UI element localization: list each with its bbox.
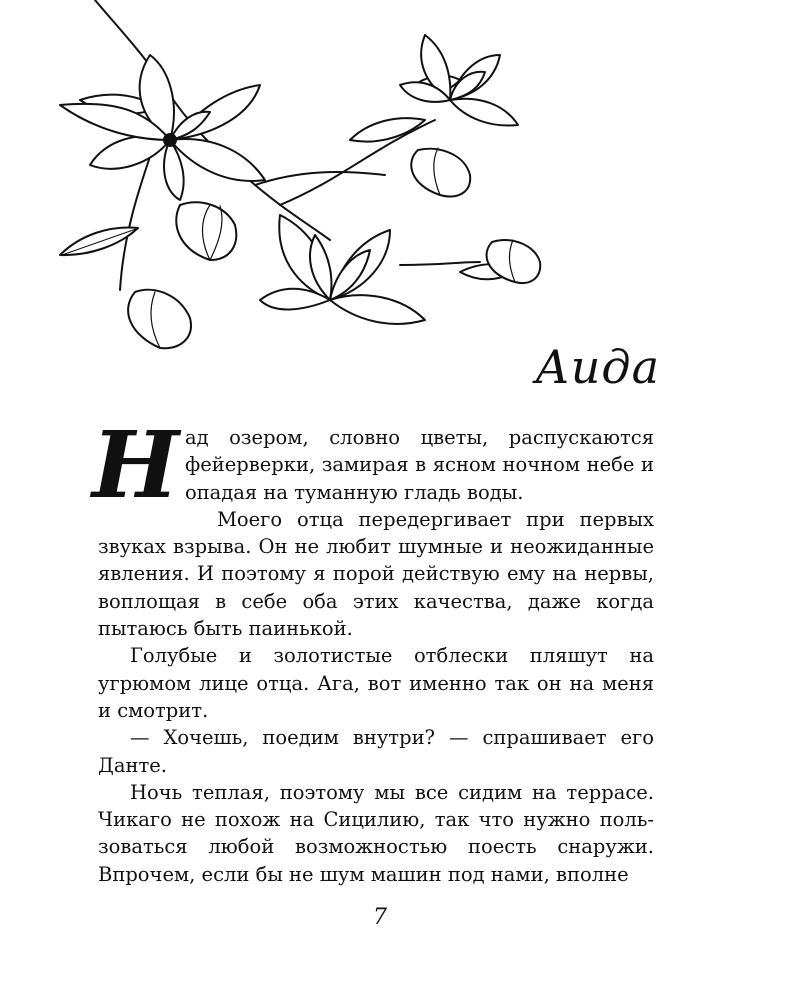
magnolia-flower-center: [260, 215, 425, 324]
magnolia-branch-illustration: [40, 0, 620, 360]
paragraph-1-text: ад озером, словно цветы, распускаются фейерверки, замирая в ясном ночном небе и опадая на туманную гладь воды.: [184, 426, 654, 504]
magnolia-flower-large: [60, 55, 265, 200]
magnolia-bud-2: [128, 290, 191, 348]
paragraph-2: Моего отца передергивает при первых звуках взрыва. Он не любит шумные и неожиданные явления. И поэтому я порой действую ему на нервы, воплощая в себе оба этих качества, даже когда пытаюсь быть паинькой.: [98, 507, 654, 641]
paragraph-1: [92, 411, 654, 519]
magnolia-bud-1: [176, 202, 236, 260]
paragraph-3: Голубые и золотистые отблески пляшут на угрюмом лице отца. Ага, вот именно так он на меня и смотрит.: [98, 644, 654, 722]
page-number: 7: [373, 905, 387, 930]
drop-cap: Н: [92, 411, 179, 519]
magnolia-bud-3: [411, 148, 470, 196]
magnolia-flower-top-right: [400, 35, 518, 126]
paragraph-4: — Хочешь, поедим внутри? — спрашивает его Данте.: [98, 726, 654, 777]
paragraph-5: Ночь теплая, поэтому мы все сидим на террасе. Чикаго не похож на Сицилию, так что нужно пользоваться любой возможностью поесть снаружи. Впрочем, если бы не шум машин под нами, вполне: [98, 780, 654, 886]
chapter-text: [92, 411, 654, 888]
chapter-title: Аида: [534, 340, 660, 394]
